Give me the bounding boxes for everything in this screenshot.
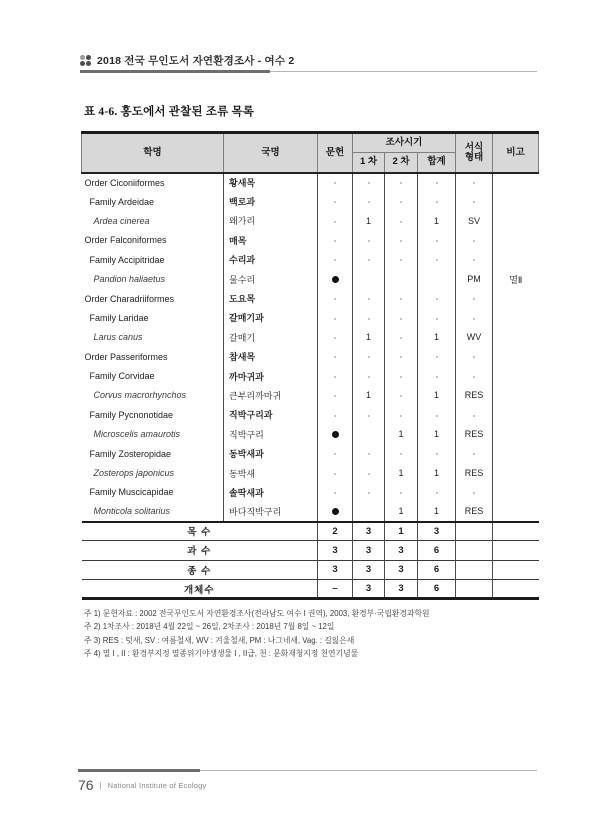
empty-cell-dot-icon (436, 453, 438, 455)
cell-remarks (493, 386, 539, 405)
cell-habitat-type: PM (456, 269, 493, 288)
footer-separator: | (99, 780, 102, 790)
cell-literature (318, 173, 353, 192)
cell-survey-total (418, 444, 456, 463)
table-row-family (82, 308, 539, 327)
summary-cell-survey-total: 6 (418, 579, 456, 598)
header-survey-total: 합계 (418, 153, 456, 173)
empty-cell-dot-icon (368, 318, 370, 320)
cell-literature (318, 289, 353, 308)
empty-cell-dot-icon (334, 240, 336, 242)
cell-literature (318, 444, 353, 463)
table-row-species (82, 502, 539, 521)
cell-habitat-type (456, 405, 493, 424)
empty-cell-dot-icon (473, 356, 475, 358)
cell-remarks (493, 173, 539, 192)
cell-scientific-name: Zosterops japonicus (93, 468, 175, 479)
cell-korean-name: 백로과 (224, 192, 318, 211)
cell-habitat-type: RES (456, 425, 493, 444)
cell-survey-2 (385, 347, 418, 366)
cell-remarks (493, 308, 539, 327)
table-row-order (82, 347, 539, 366)
empty-cell-dot-icon (473, 376, 475, 378)
cell-survey-total (418, 308, 456, 327)
cell-survey-total: 1 (418, 386, 456, 405)
cell-scientific-name: Pandion haliaetus (93, 274, 166, 285)
empty-cell-dot-icon (368, 259, 370, 261)
cell-survey-1 (353, 483, 385, 502)
footnotes (84, 607, 544, 660)
cell-korean-name: 왜가리 (224, 211, 318, 230)
summary-cell-survey-2: 3 (385, 541, 418, 560)
cell-survey-2 (385, 269, 418, 288)
header-survey-1: 1 차 (353, 153, 385, 173)
cell-korean-name: 매목 (224, 231, 318, 250)
header-scientific-name: 학명 (82, 133, 224, 173)
table-row-family (82, 366, 539, 385)
table-row-family (82, 250, 539, 269)
empty-cell-dot-icon (368, 453, 370, 455)
table-summary (82, 522, 539, 599)
cell-survey-total (418, 483, 456, 502)
cell-survey-1: 1 (353, 386, 385, 405)
empty-cell-dot-icon (334, 221, 336, 223)
cell-survey-1 (353, 308, 385, 327)
empty-cell-dot-icon (473, 492, 475, 494)
cell-survey-total (418, 347, 456, 366)
cell-survey-total (418, 231, 456, 250)
cell-korean-name: 바다직박구리 (224, 502, 318, 521)
cell-survey-2 (385, 308, 418, 327)
table-header (82, 133, 539, 173)
cell-remarks (493, 444, 539, 463)
table-row-family (82, 405, 539, 424)
empty-cell-dot-icon (368, 240, 370, 242)
empty-cell-dot-icon (368, 298, 370, 300)
footer-organization: National Institute of Ecology (107, 780, 207, 790)
cell-habitat-type: RES (456, 463, 493, 482)
table-body (82, 173, 539, 522)
cell-korean-name: 직박구리 (224, 425, 318, 444)
cell-survey-2 (385, 211, 418, 230)
cell-literature (318, 405, 353, 424)
cell-korean-name: 솔딱새과 (224, 483, 318, 502)
cell-korean-name: 갈매기 (224, 328, 318, 347)
empty-cell-dot-icon (334, 259, 336, 261)
table-row-species (82, 425, 539, 444)
cell-remarks (493, 366, 539, 385)
cell-scientific-name: Monticola solitarius (93, 506, 171, 517)
cell-survey-1 (353, 502, 385, 521)
cell-scientific-name: Order Falconiformes (84, 235, 167, 246)
empty-cell-dot-icon (400, 376, 402, 378)
empty-cell-dot-icon (436, 356, 438, 358)
empty-cell-dot-icon (400, 298, 402, 300)
header-divider (80, 70, 537, 74)
cell-remarks (493, 483, 539, 502)
cell-remarks (493, 502, 539, 521)
cell-literature (318, 386, 353, 405)
cell-korean-name: 큰부리까마귀 (224, 386, 318, 405)
page-number: 76 (78, 777, 94, 793)
header-dots-icon (80, 55, 91, 66)
summary-cell-survey-2: 3 (385, 560, 418, 579)
cell-korean-name: 참새목 (224, 347, 318, 366)
cell-remarks (493, 211, 539, 230)
cell-survey-1 (353, 173, 385, 192)
cell-survey-2: 1 (385, 463, 418, 482)
empty-cell-dot-icon (334, 298, 336, 300)
cell-literature (318, 192, 353, 211)
cell-korean-name: 동박새 (224, 463, 318, 482)
summary-cell-literature: – (318, 579, 353, 598)
cell-remarks (493, 405, 539, 424)
literature-record-dot-icon (332, 508, 339, 515)
cell-survey-2 (385, 289, 418, 308)
empty-cell-dot-icon (400, 318, 402, 320)
cell-survey-2: 1 (385, 502, 418, 521)
cell-habitat-type: WV (456, 328, 493, 347)
empty-cell-dot-icon (436, 376, 438, 378)
cell-habitat-type (456, 483, 493, 502)
summary-cell-survey-total: 6 (418, 541, 456, 560)
cell-scientific-name: Ardea cinerea (93, 215, 150, 226)
cell-remarks (493, 425, 539, 444)
empty-cell-dot-icon (334, 318, 336, 320)
empty-cell-dot-icon (400, 259, 402, 261)
summary-label: 개체수 (82, 579, 318, 598)
cell-korean-name: 도요목 (224, 289, 318, 308)
cell-scientific-name: Order Passeriformes (84, 351, 168, 362)
cell-survey-total: 1 (418, 211, 456, 230)
header-remarks: 비고 (493, 133, 539, 173)
cell-literature (318, 308, 353, 327)
table-row-species (82, 463, 539, 482)
empty-cell-dot-icon (473, 453, 475, 455)
cell-literature (318, 250, 353, 269)
summary-cell-literature: 2 (318, 522, 353, 541)
page-footer (78, 777, 206, 793)
cell-remarks (493, 328, 539, 347)
cell-korean-name: 동박새과 (224, 444, 318, 463)
cell-literature (318, 502, 353, 521)
summary-cell-survey-total: 3 (418, 522, 456, 541)
empty-cell-dot-icon (334, 356, 336, 358)
summary-cell-habitat-type (456, 541, 493, 560)
cell-remarks (493, 463, 539, 482)
header-literature: 문헌 (318, 133, 353, 173)
cell-habitat-type: RES (456, 502, 493, 521)
header-habitat-line2: 형태 (464, 151, 484, 163)
summary-cell-survey-1: 3 (353, 522, 385, 541)
cell-habitat-type (456, 173, 493, 192)
cell-survey-2 (385, 405, 418, 424)
table-row-order (82, 231, 539, 250)
empty-cell-dot-icon (436, 182, 438, 184)
cell-scientific-name: Larus canus (93, 332, 143, 343)
cell-literature (318, 483, 353, 502)
cell-survey-2 (385, 192, 418, 211)
cell-scientific-name: Microscelis amaurotis (93, 429, 181, 440)
cell-habitat-type (456, 444, 493, 463)
empty-cell-dot-icon (436, 240, 438, 242)
cell-survey-2 (385, 444, 418, 463)
empty-cell-dot-icon (368, 356, 370, 358)
cell-scientific-name: Family Zosteropidae (89, 448, 172, 459)
empty-cell-dot-icon (400, 221, 402, 223)
literature-record-dot-icon (332, 431, 339, 438)
empty-cell-dot-icon (334, 415, 336, 417)
empty-cell-dot-icon (334, 395, 336, 397)
cell-remarks: 멸Ⅱ (493, 269, 539, 288)
summary-cell-habitat-type (456, 522, 493, 541)
cell-survey-2 (385, 328, 418, 347)
empty-cell-dot-icon (400, 182, 402, 184)
cell-survey-1: 1 (353, 211, 385, 230)
cell-remarks (493, 250, 539, 269)
empty-cell-dot-icon (400, 492, 402, 494)
running-header (80, 53, 537, 68)
empty-cell-dot-icon (473, 318, 475, 320)
footnote-4: 주 4) 멸 I , II : 환경부지정 멸종위기야생생물 I , II급, 천 : 문화재청지정 천연기념물 (84, 648, 359, 658)
cell-literature (318, 463, 353, 482)
cell-remarks (493, 289, 539, 308)
empty-cell-dot-icon (473, 182, 475, 184)
cell-scientific-name: Order Ciconiiformes (84, 177, 165, 188)
summary-label: 종 수 (82, 560, 318, 579)
summary-cell-survey-total: 6 (418, 560, 456, 579)
cell-scientific-name: Family Accipitridae (89, 254, 165, 265)
cell-survey-total (418, 366, 456, 385)
empty-cell-dot-icon (368, 473, 370, 475)
cell-habitat-type (456, 289, 493, 308)
empty-cell-dot-icon (473, 259, 475, 261)
empty-cell-dot-icon (334, 453, 336, 455)
summary-cell-remarks (493, 579, 539, 598)
summary-cell-survey-1: 3 (353, 560, 385, 579)
empty-cell-dot-icon (368, 492, 370, 494)
cell-scientific-name: Family Pycnonotidae (89, 409, 174, 420)
table-row-species (82, 386, 539, 405)
summary-cell-remarks (493, 560, 539, 579)
empty-cell-dot-icon (334, 376, 336, 378)
cell-literature (318, 425, 353, 444)
empty-cell-dot-icon (334, 492, 336, 494)
summary-cell-survey-1: 3 (353, 541, 385, 560)
cell-scientific-name: Order Charadriiformes (84, 293, 175, 304)
empty-cell-dot-icon (436, 259, 438, 261)
table-caption: 표 4-6. 홍도에서 관찰된 조류 목록 (84, 106, 255, 118)
cell-survey-total (418, 192, 456, 211)
empty-cell-dot-icon (436, 298, 438, 300)
cell-survey-1: 1 (353, 328, 385, 347)
cell-habitat-type: SV (456, 211, 493, 230)
table-row-species (82, 269, 539, 288)
summary-cell-literature: 3 (318, 541, 353, 560)
cell-survey-1 (353, 463, 385, 482)
empty-cell-dot-icon (436, 201, 438, 203)
summary-cell-remarks (493, 522, 539, 541)
summary-cell-habitat-type (456, 579, 493, 598)
document-title: 2018 전국 무인도서 자연환경조사 - 여수 2 (97, 55, 295, 67)
summary-cell-remarks (493, 541, 539, 560)
empty-cell-dot-icon (400, 415, 402, 417)
empty-cell-dot-icon (436, 492, 438, 494)
empty-cell-dot-icon (368, 415, 370, 417)
cell-korean-name: 황새목 (224, 173, 318, 192)
cell-survey-1 (353, 289, 385, 308)
summary-row (82, 560, 539, 579)
cell-korean-name: 수리과 (224, 250, 318, 269)
summary-cell-literature: 3 (318, 560, 353, 579)
cell-survey-1 (353, 192, 385, 211)
cell-remarks (493, 192, 539, 211)
cell-survey-total (418, 269, 456, 288)
cell-korean-name: 직박구리과 (224, 405, 318, 424)
summary-cell-survey-1: 3 (353, 579, 385, 598)
cell-scientific-name: Family Muscicapidae (89, 487, 174, 498)
cell-habitat-type (456, 308, 493, 327)
cell-survey-total: 1 (418, 502, 456, 521)
cell-survey-total (418, 250, 456, 269)
cell-literature (318, 269, 353, 288)
cell-habitat-type (456, 366, 493, 385)
cell-remarks (493, 347, 539, 366)
footnote-3: 주 3) RES : 텃새, SV : 여름철새, WV : 겨울철새, PM : 나그네새, Vag. : 길잃은새 (84, 635, 355, 645)
cell-survey-total (418, 173, 456, 192)
summary-cell-habitat-type (456, 560, 493, 579)
cell-survey-total: 1 (418, 463, 456, 482)
empty-cell-dot-icon (473, 415, 475, 417)
cell-survey-2 (385, 250, 418, 269)
table-row-family (82, 444, 539, 463)
cell-survey-total: 1 (418, 328, 456, 347)
cell-scientific-name: Family Ardeidae (89, 196, 155, 207)
literature-record-dot-icon (332, 276, 339, 283)
summary-label: 과 수 (82, 541, 318, 560)
cell-survey-2 (385, 386, 418, 405)
header-korean-name: 국명 (224, 133, 318, 173)
cell-survey-2 (385, 173, 418, 192)
cell-literature (318, 211, 353, 230)
cell-habitat-type (456, 192, 493, 211)
empty-cell-dot-icon (400, 240, 402, 242)
summary-row (82, 522, 539, 541)
empty-cell-dot-icon (400, 395, 402, 397)
table-row-family (82, 192, 539, 211)
cell-scientific-name: Family Laridae (89, 312, 149, 323)
header-survey-2: 2 차 (385, 153, 418, 173)
empty-cell-dot-icon (334, 337, 336, 339)
cell-survey-total (418, 405, 456, 424)
cell-survey-1 (353, 231, 385, 250)
empty-cell-dot-icon (368, 182, 370, 184)
cell-literature (318, 231, 353, 250)
empty-cell-dot-icon (400, 453, 402, 455)
cell-habitat-type (456, 250, 493, 269)
summary-label: 목 수 (82, 522, 318, 541)
cell-literature (318, 366, 353, 385)
footnote-1: 주 1) 문헌자료 : 2002 전국무인도서 자연환경조사(전라남도 여수 I 권역), 2003, 환경부·국립환경과학원 (84, 609, 430, 618)
cell-survey-2: 1 (385, 425, 418, 444)
empty-cell-dot-icon (436, 318, 438, 320)
header-habitat-line1: 서식 (464, 141, 484, 153)
cell-literature (318, 328, 353, 347)
cell-literature (318, 347, 353, 366)
cell-survey-1 (353, 425, 385, 444)
cell-korean-name: 까마귀과 (224, 366, 318, 385)
cell-survey-2 (385, 483, 418, 502)
empty-cell-dot-icon (473, 201, 475, 203)
header-survey-period: 조사시기 (353, 133, 456, 153)
cell-scientific-name: Family Corvidae (89, 371, 155, 382)
cell-survey-1 (353, 269, 385, 288)
empty-cell-dot-icon (473, 240, 475, 242)
summary-row (82, 541, 539, 560)
empty-cell-dot-icon (334, 473, 336, 475)
cell-scientific-name: Corvus macrorhynchos (93, 390, 187, 401)
cell-habitat-type: RES (456, 386, 493, 405)
table-row-species (82, 211, 539, 230)
cell-survey-1 (353, 366, 385, 385)
cell-korean-name: 물수리 (224, 269, 318, 288)
empty-cell-dot-icon (400, 356, 402, 358)
cell-habitat-type (456, 347, 493, 366)
table-row-species (82, 328, 539, 347)
cell-survey-total (418, 289, 456, 308)
cell-survey-2 (385, 231, 418, 250)
cell-survey-1 (353, 347, 385, 366)
empty-cell-dot-icon (436, 415, 438, 417)
summary-cell-survey-2: 1 (385, 522, 418, 541)
footer-divider (78, 769, 537, 773)
summary-cell-survey-2: 3 (385, 579, 418, 598)
cell-survey-2 (385, 366, 418, 385)
empty-cell-dot-icon (334, 201, 336, 203)
empty-cell-dot-icon (473, 298, 475, 300)
summary-row (82, 579, 539, 598)
footnote-2: 주 2) 1차조사 : 2018년 4월 22일 ~ 26일, 2차조사 : 2018년 7월 8일 ~ 12일 (84, 622, 335, 632)
empty-cell-dot-icon (334, 182, 336, 184)
cell-habitat-type (456, 231, 493, 250)
header-habitat-type (456, 133, 493, 173)
table-row-order (82, 173, 539, 192)
empty-cell-dot-icon (368, 376, 370, 378)
cell-survey-total: 1 (418, 425, 456, 444)
table-row-order (82, 289, 539, 308)
cell-survey-1 (353, 444, 385, 463)
empty-cell-dot-icon (368, 201, 370, 203)
bird-species-table (81, 131, 539, 600)
table-row-family (82, 483, 539, 502)
empty-cell-dot-icon (400, 201, 402, 203)
cell-survey-1 (353, 405, 385, 424)
empty-cell-dot-icon (400, 337, 402, 339)
cell-survey-1 (353, 250, 385, 269)
cell-korean-name: 갈매기과 (224, 308, 318, 327)
cell-remarks (493, 231, 539, 250)
